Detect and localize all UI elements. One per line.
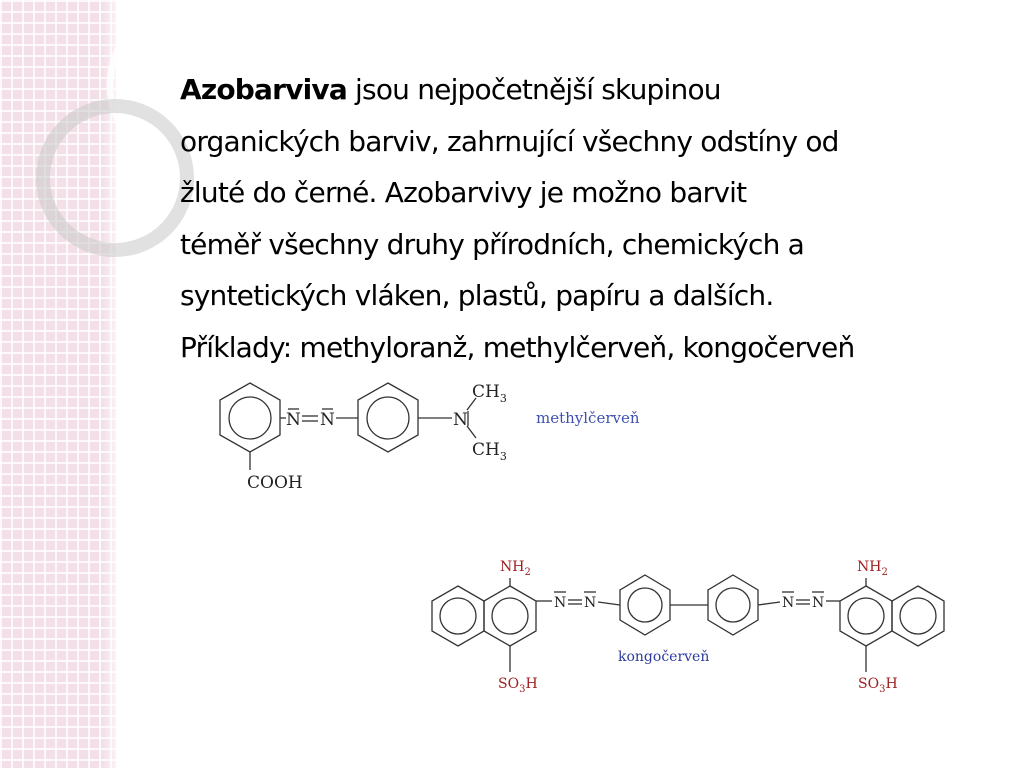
methyl-red-caption: methylčerveň (536, 409, 640, 427)
term-azobarviva: Azobarviva (180, 73, 347, 106)
azo-nitrogen: N (554, 595, 567, 611)
azo-nitrogen: N (812, 595, 825, 611)
sulfo-group: $SO_3H$ (858, 676, 898, 695)
amine-nitrogen: N (453, 410, 468, 430)
carboxyl-group: COOH (247, 473, 303, 493)
methyl-group: $CH_3$ (472, 382, 507, 405)
azo-nitrogen: N (320, 410, 335, 430)
azo-nitrogen: N (286, 410, 301, 430)
text-line-4: téměř všechny druhy přírodních, chemických a (180, 227, 805, 261)
sulfo-group: $SO_3H$ (498, 676, 538, 695)
text-line-2: organických barviv, zahrnující všechny odstíny od (180, 124, 839, 158)
methyl-group: $CH_3$ (472, 440, 507, 463)
aromatic-circle (716, 588, 750, 622)
text-line-3: žluté do černé. Azobarvivy je možno barvit (180, 176, 747, 209)
azo-nitrogen: N (584, 595, 597, 611)
aromatic-circle (900, 598, 936, 634)
congo-red-caption: kongočerveň (618, 649, 710, 665)
text-line-5: syntetických vláken, plastů, papíru a dalších. (180, 279, 774, 312)
amino-group: $NH_2$ (500, 559, 531, 578)
text-line-1: jsou nejpočetnější skupinou (346, 73, 721, 106)
aromatic-circle (492, 598, 528, 634)
aromatic-circle (440, 598, 476, 634)
aromatic-circle (628, 588, 662, 622)
azo-nitrogen: N (782, 595, 795, 611)
text-line-6: Příklady: methyloranž, methylčerveň, kongočerveň (180, 330, 855, 364)
amino-group: $NH_2$ (857, 559, 888, 578)
aromatic-circle (848, 598, 884, 634)
